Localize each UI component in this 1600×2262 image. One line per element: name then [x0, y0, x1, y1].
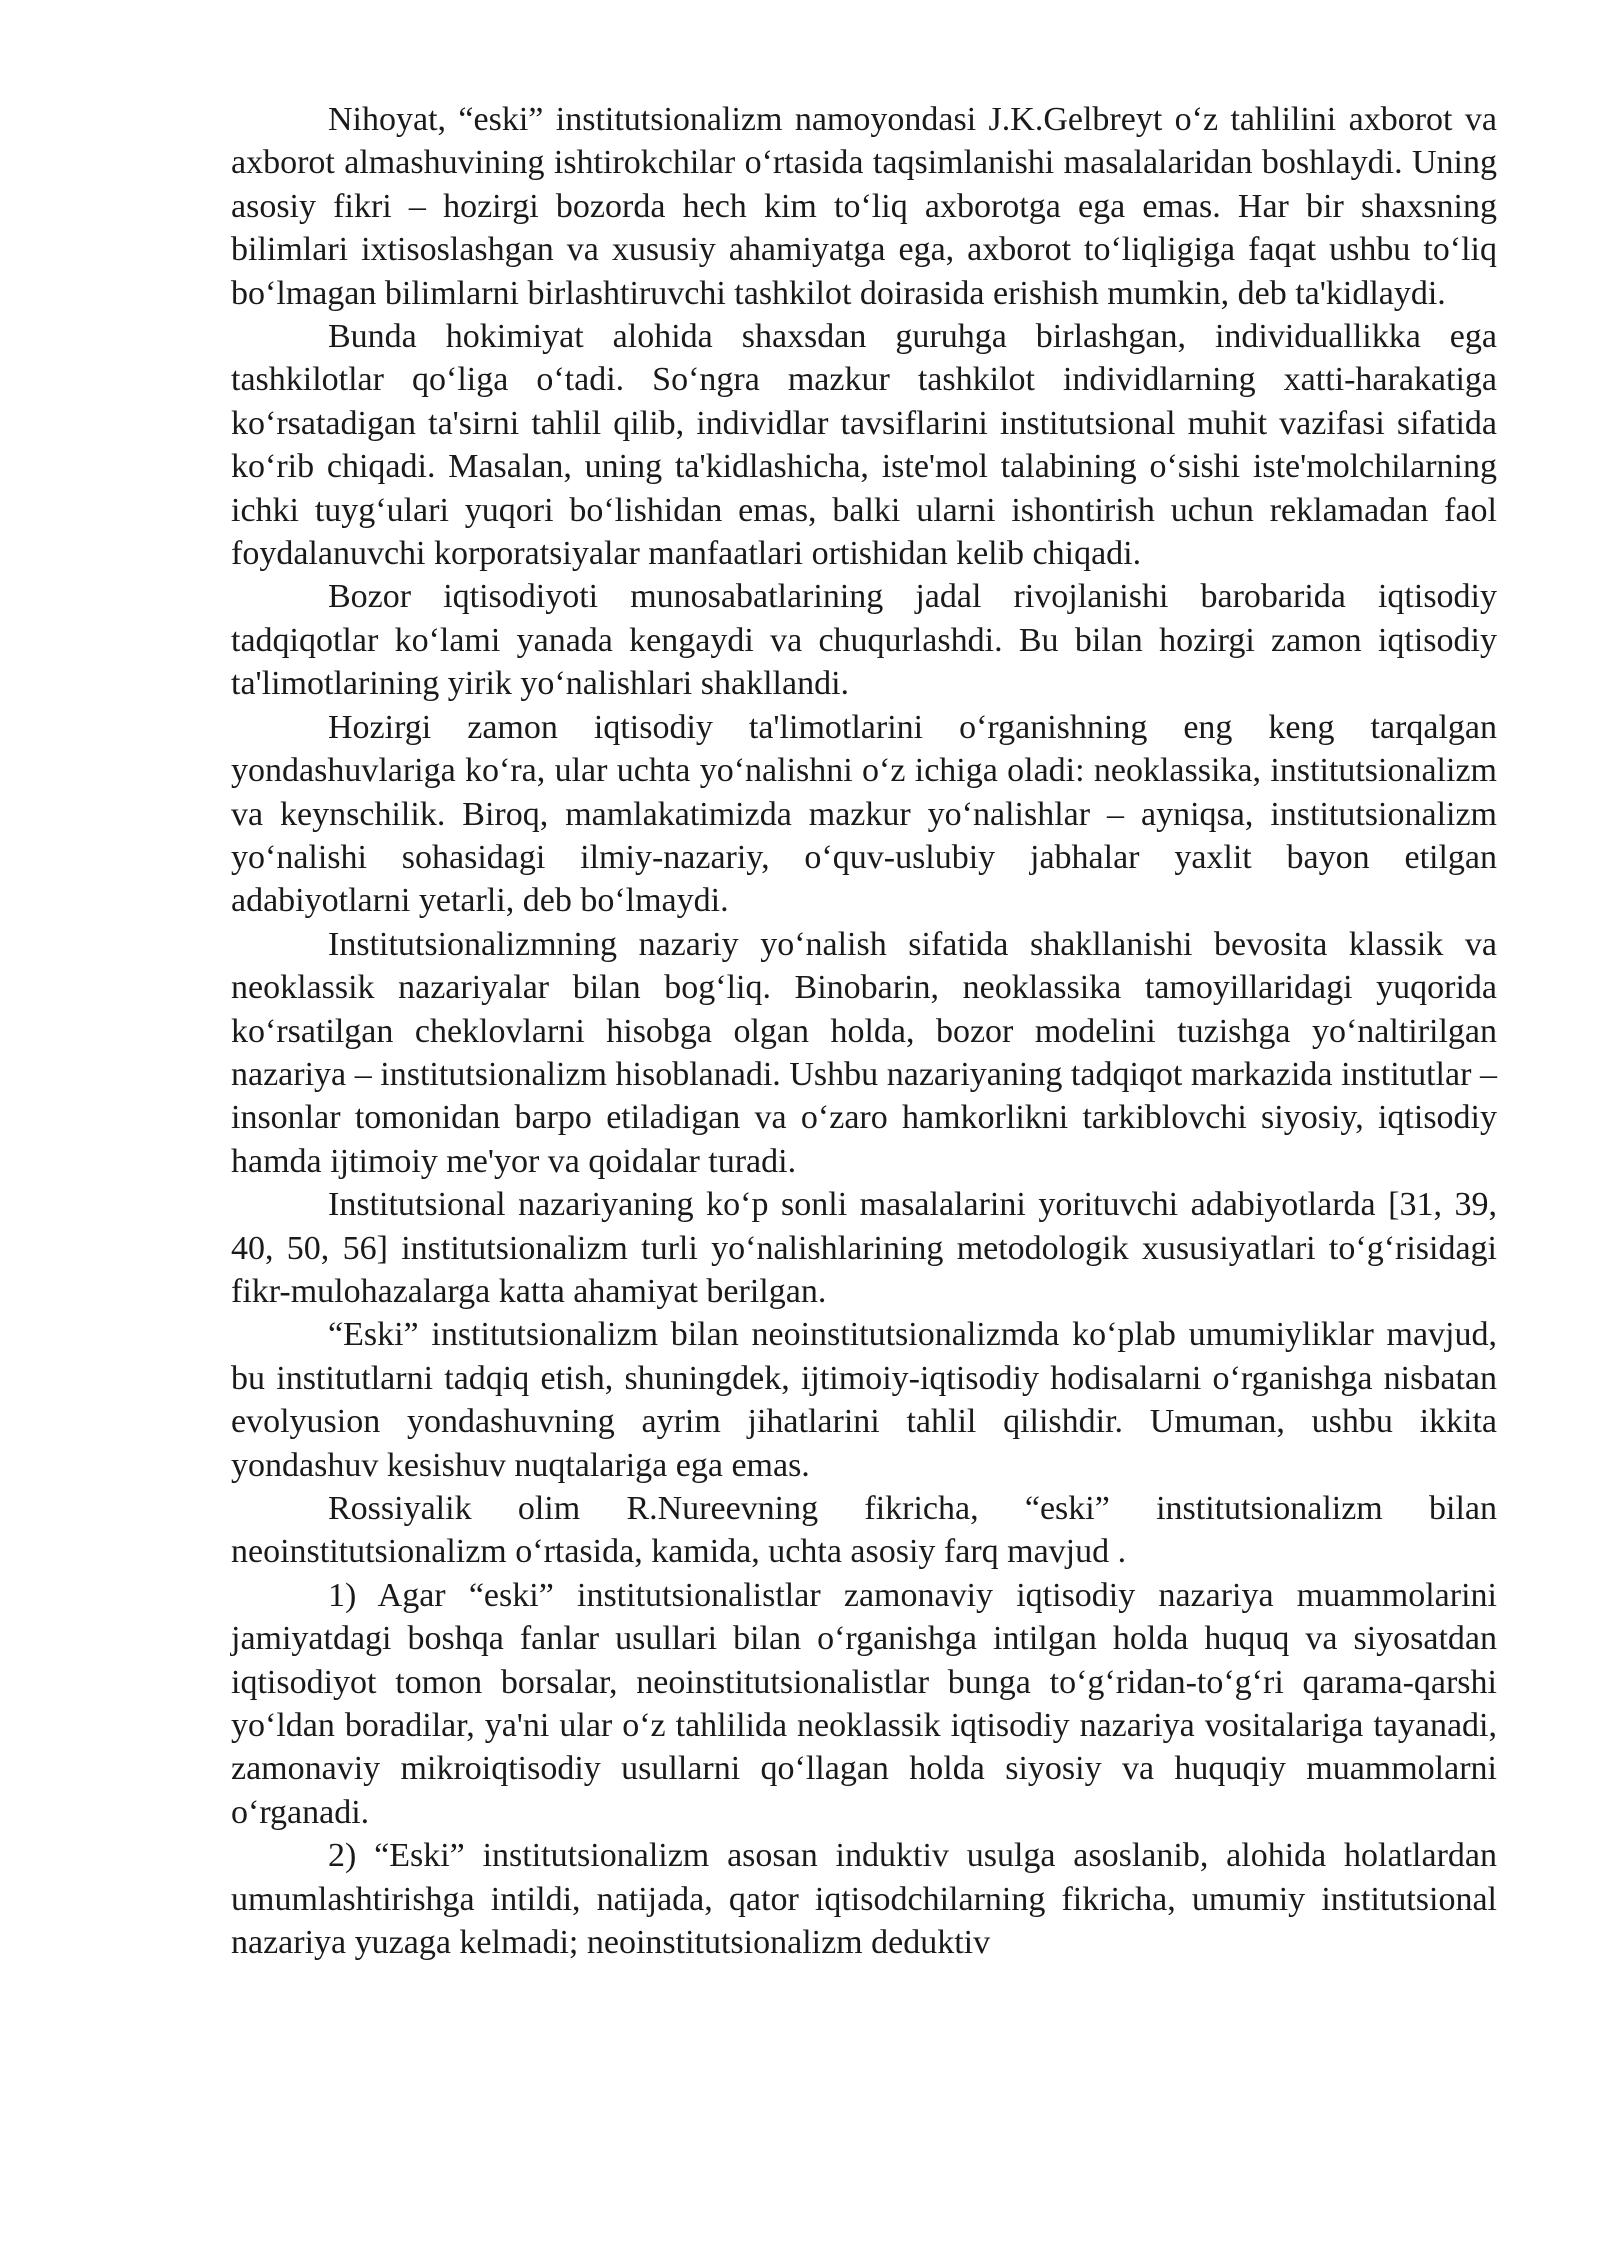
paragraph-8: Rossiyalik olim R.Nureevning fikricha, “eski” institutsionalizm bilan neoinstitutsionalizm o‘rtasida, kamida, uchta asosiy farq mavjud . [231, 1490, 1497, 1571]
paragraph-3: Bozor iqtisodiyoti munosabatlarining jadal rivojlanishi barobarida iqtisodiy tadqiqotlar ko‘lami yanada kengaydi va chuqurlashdi. Bu bilan hozirgi zamon iqtisodiy ta'limotlarining yirik yo‘nalishlari shakllandi. [231, 578, 1497, 703]
paragraph-9: 1) Agar “eski” institutsionalistlar zamonaviy iqtisodiy nazariya muammolarini jamiyatdagi boshqa fanlar usullari bilan o‘rganishga intilgan holda huquq va siyosatdan iqtisodiyot tomon borsalar, neoinstitutsionalistlar bunga to‘g‘ridan-to‘g‘ri qarama-qarshi yo‘ldan boradilar, ya'ni ular o‘z tahlilida neoklassik iqtisodiy nazariya vositalariga tayanadi, zamonaviy mikroiqtisodiy usullarni qo‘llagan holda siyosiy va huquqiy muammolarni o‘rganadi. [231, 1576, 1497, 1831]
paragraph-6: Institutsional nazariyaning ko‘p sonli masalalarini yorituvchi adabiyotlarda [31, 39, 40, 50, 56] institutsionalizm turli yo‘nalishlarining metodologik xususiyatlari to‘g‘risidagi fikr-mulohazalarga katta ahamiyat berilgan. [231, 1186, 1497, 1310]
paragraph-2: Bunda hokimiyat alohida shaxsdan guruhga birlashgan, individuallikka ega tashkilotlar qo‘liga o‘tadi. So‘ngra mazkur tashkilot individlarning xatti-harakatiga ko‘rsatadigan ta'sirni tahlil qilib, individlar tavsiflarini institutsional muhit vazifasi sifatida ko‘rib chiqadi. Masalan, uning ta'kidlashicha, iste'mol talabining o‘sishi iste'molchilarning ichki tuyg‘ulari yuqori bo‘lishidan emas, balki ularni ishontirish uchun reklamadan faol foydalanuvchi korporatsiyalar manfaatlari ortishidan kelib chiqadi. [231, 318, 1497, 573]
document-page [231, 98, 1497, 1964]
paragraph-10: 2) “Eski” institutsionalizm asosan induktiv usulga asoslanib, alohida holatlardan umumlashtirishga intildi, natijada, qator iqtisodchilarning fikricha, umumiy institutsional nazariya yuzaga kelmadi; neoinstitutsionalizm deduktiv [231, 1837, 1497, 1962]
paragraph-5: Institutsionalizmning nazariy yo‘nalish sifatida shakllanishi bevosita klassik va neoklassik nazariyalar bilan bog‘liq. Binobarin, neoklassika tamoyillaridagi yuqorida ko‘rsatilgan cheklovlarni hisobga olgan holda, bozor modelini tuzishga yo‘naltirilgan nazariya – institutsionalizm hisoblanadi. Ushbu nazariyaning tadqiqot markazida institutlar – insonlar tomonidan barpo etiladigan va o‘zaro hamkorlikni tarkiblovchi siyosiy, iqtisodiy hamda ijtimoiy me'yor va qoidalar turadi. [231, 925, 1497, 1180]
paragraph-4: Hozirgi zamon iqtisodiy ta'limotlarini o‘rganishning eng keng tarqalgan yondashuvlariga ko‘ra, ular uchta yo‘nalishni o‘z ichiga oladi: neoklassika, institutsionalizm va keynschilik. Biroq, mamlakatimizda mazkur yo‘nalishlar – ayniqsa, institutsionalizm yo‘nalishi sohasidagi ilmiy-nazariy, o‘quv-uslubiy jabhalar yaxlit bayon etilgan adabiyotlarni yetarli, deb bo‘lmaydi. [231, 708, 1497, 920]
paragraph-1: Nihoyat, “eski” institutsionalizm namoyondasi J.K.Gelbreyt o‘z tahlilini axborot va axborot almashuvining ishtirokchilar o‘rtasida taqsimlanishi masalalaridan boshlaydi. Uning asosiy fikri – hozirgi bozorda hech kim to‘liq axborotga ega emas. Har bir shaxsning bilimlari ixtisoslashgan va xususiy ahamiyatga ega, axborot to‘liqligiga faqat ushbu to‘liq bo‘lmagan bilimlarni birlashtiruvchi tashkilot doirasida erishish mumkin, deb ta'kidlaydi. [231, 101, 1497, 312]
paragraph-7: “Eski” institutsionalizm bilan neoinstitutsionalizmda ko‘plab umumiyliklar mavjud, bu institutlarni tadqiq etish, shuningdek, ijtimoiy-iqtisodiy hodisalarni o‘rganishga nisbatan evolyusion yondashuvning ayrim jihatlarini tahlil qilishdir. Umuman, ushbu ikkita yondashuv kesishuv nuqtalariga ega emas. [231, 1316, 1497, 1484]
